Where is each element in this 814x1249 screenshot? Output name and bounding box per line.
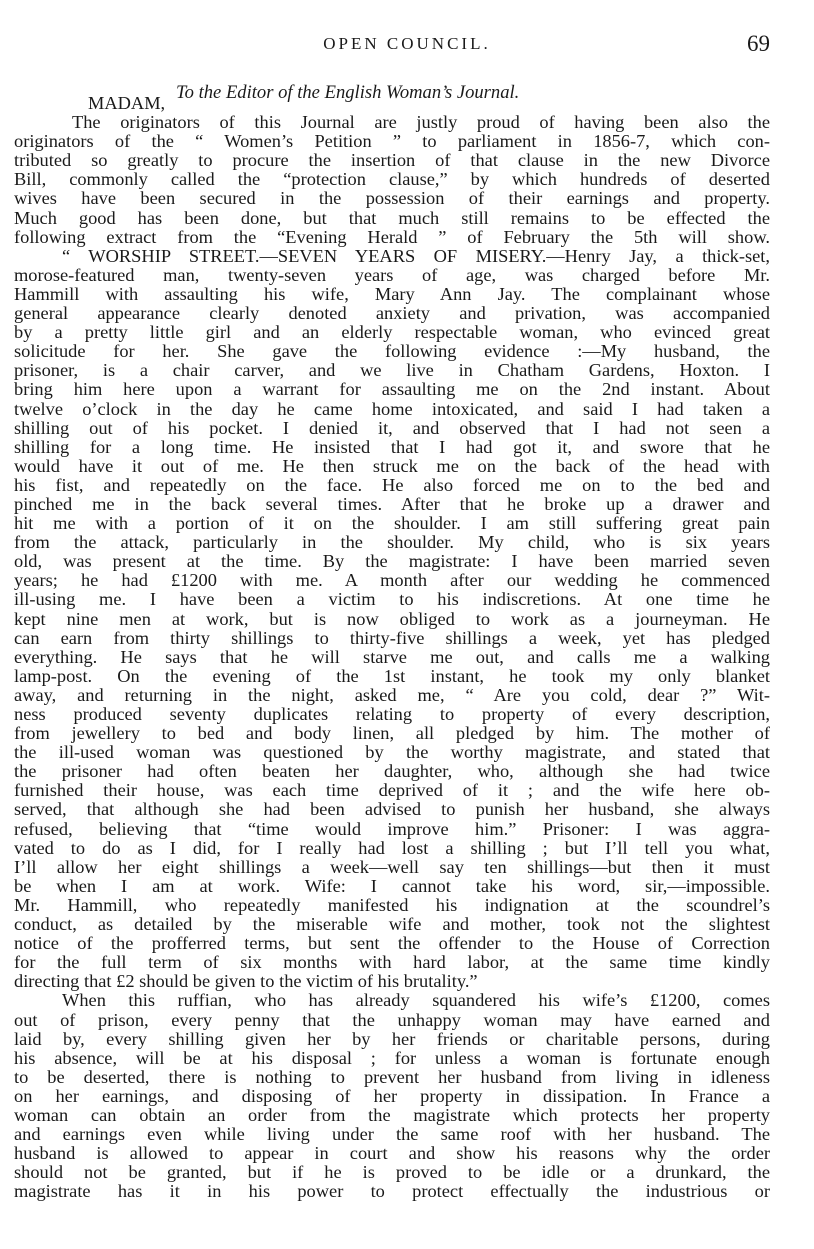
text-line: served, that although she had been advised to punish her husband, she always: [14, 799, 770, 820]
text-line: originators of the “ Women’s Petition ” to parliament in 1856-7, which con-: [14, 131, 770, 152]
text-line: be when I am at work. Wife: I cannot take his word, sir,—impossible.: [14, 875, 770, 896]
text-line: tributed so greatly to procure the insertion of that clause in the new Divorce: [14, 150, 770, 171]
text-line: wives have been secured in the possession of their earnings and property.: [14, 188, 770, 209]
text-line: the ill-used woman was questioned by the worthy magistrate, and stated that: [14, 742, 770, 763]
salutation: MADAM,: [88, 93, 166, 113]
text-line: out of prison, every penny that the unhappy woman may have earned and: [14, 1009, 770, 1030]
text-line: pinched me in the back several times. After that he broke up a drawer and: [14, 493, 770, 514]
running-title: OPEN COUNCIL.: [323, 34, 491, 53]
text-line: old, was present at the time. By the magistrate: I have been married seven: [14, 551, 770, 572]
text-line: ill-using me. I have been a victim to his indiscretions. At one time he: [14, 589, 770, 610]
text-line: his fist, and repeatedly on the face. He also forced me on to the bed and: [14, 474, 770, 495]
text-line: “ WORSHIP STREET.—SEVEN YEARS OF MISERY.—Henry Jay, a thick-set,: [62, 245, 770, 266]
text-line: The originators of this Journal are justly proud of having been also the: [72, 112, 770, 133]
text-line: following extract from the “Evening Herald ” of February the 5th will show.: [14, 226, 770, 247]
text-line: to be deserted, there is nothing to prevent her husband from living in idleness: [14, 1066, 770, 1087]
text-line: by a pretty little girl and an elderly respectable woman, who evinced great: [14, 322, 770, 343]
text-line: laid by, every shilling given her by her friends or charitable persons, during: [14, 1028, 770, 1049]
text-line: woman can obtain an order from the magistrate which protects her property: [14, 1104, 770, 1125]
text-line: conduct, as detailed by the miserable wife and mother, took not the slightest: [14, 914, 770, 935]
text-line: When this ruffian, who has already squandered his wife’s £1200, comes: [62, 990, 770, 1011]
text-line: twelve o’clock in the day he came home intoxicated, and said I had taken a: [14, 398, 770, 419]
letter-body: [14, 94, 770, 1201]
text-line: Much good has been done, but that much still remains to be effected the: [14, 207, 770, 228]
text-line: years; he had £1200 with me. A month after our wedding he commenced: [14, 570, 770, 591]
text-line: notice of the profferred terms, but sent the offender to the House of Correction: [14, 933, 770, 954]
text-line: Bill, commonly called the “protection clause,” by which hundreds of deserted: [14, 169, 770, 190]
text-line: should not be granted, but if he is proved to be idle or a drunkard, the: [14, 1162, 770, 1183]
text-line: furnished their house, was each time deprived of it ; and the wife here ob-: [14, 780, 770, 801]
text-line: Hammill with assaulting his wife, Mary Ann Jay. The complainant whose: [14, 283, 770, 304]
text-line: husband is allowed to appear in court and show his reasons why the order: [14, 1143, 770, 1164]
text-line: can earn from thirty shillings to thirty-five shillings a week, yet has pledged: [14, 627, 770, 648]
text-line: solicitude for her. She gave the following evidence :—My husband, the: [14, 341, 770, 362]
text-line: bring him here upon a warrant for assaulting me on the 2nd instant. About: [14, 379, 770, 400]
text-line: from jewellery to bed and body linen, all pledged by him. The mother of: [14, 723, 770, 744]
text-line: general appearance clearly denoted anxiety and privation, was accompanied: [14, 303, 770, 324]
text-line: shilling out of his pocket. I denied it, and observed that I had not seen a: [14, 417, 770, 438]
text-line: directing that £2 should be given to the victim of his brutality.”: [14, 971, 478, 992]
text-line: on her earnings, and disposing of her property in dissipation. In France a: [14, 1085, 770, 1106]
text-line: magistrate has it in his power to protect effectually the industrious or: [14, 1181, 770, 1202]
text-line: Mr. Hammill, who repeatedly manifested his indignation at the scoundrel’s: [14, 894, 770, 915]
text-line: shilling for a long time. He insisted that I had got it, and swore that he: [14, 436, 770, 457]
text-line: vated to do as I did, for I really had lost a shilling ; but I’ll tell you what,: [14, 837, 770, 858]
text-line: everything. He says that he will starve me out, and calls me a walking: [14, 646, 770, 667]
text-line: kept nine men at work, but is now obliged to work as a journeyman. He: [14, 608, 770, 629]
text-line: and earnings even while living under the same roof with her husband. The: [14, 1124, 770, 1145]
text-line: hit me with a portion of it on the shoulder. I am still suffering great pain: [14, 513, 770, 534]
text-line: ness produced seventy duplicates relating to property of every description,: [14, 704, 770, 724]
text-line: refused, believing that “time would improve him.” Prisoner: I was aggra-: [14, 818, 770, 839]
text-line: for the full term of six months with hard labor, at the same time kindly: [14, 952, 770, 973]
text-line: his absence, will be at his disposal ; for unless a woman is fortunate enough: [14, 1047, 770, 1068]
page-number: 69: [747, 31, 770, 56]
text-line: the prisoner had often beaten her daughter, who, although she had twice: [14, 761, 770, 782]
page-header: [0, 31, 814, 61]
text-line: I’ll allow her eight shillings a week—well say ten shillings—but then it must: [14, 856, 770, 877]
text-line: would have it out of me. He then struck me on the back of the head with: [14, 455, 770, 476]
text-line: prisoner, is a chair carver, and we live in Chatham Gardens, Hoxton. I: [14, 360, 770, 381]
text-line: lamp-post. On the evening of the 1st instant, he took my only blanket: [14, 665, 770, 686]
text-line: from the attack, particularly in the shoulder. My child, who is six years: [14, 532, 770, 553]
letter-address: To the Editor of the English Woman’s Journal.: [176, 82, 520, 103]
text-line: away, and returning in the night, asked me, “ Are you cold, dear ?” Wit-: [14, 684, 770, 705]
text-line: morose-featured man, twenty-seven years of age, was charged before Mr.: [14, 264, 770, 285]
